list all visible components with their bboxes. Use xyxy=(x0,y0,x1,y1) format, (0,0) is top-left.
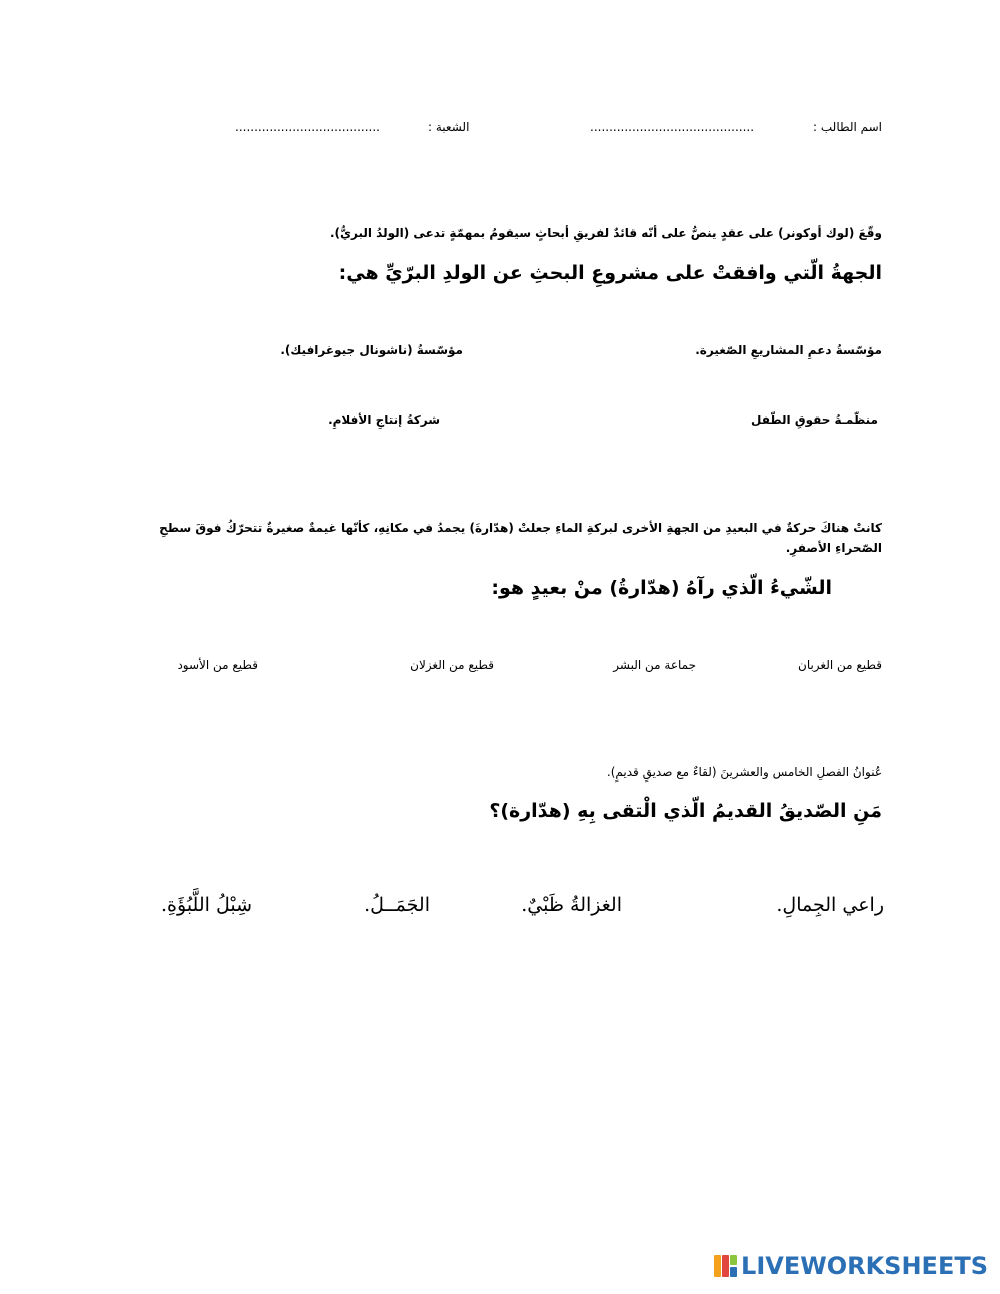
q2-question: الشّيءُ الّذي رآهُ (هدّارةُ) منْ بعيدٍ هو: xyxy=(491,577,832,599)
q1-option-1[interactable]: مؤسّسةُ دعمِ المشاريعِ الصّغيرة. xyxy=(695,343,882,357)
section-label: الشعبة : xyxy=(428,120,470,134)
q1-option-3[interactable]: منظّمـةُ حقوقِ الطّفل xyxy=(751,413,878,427)
student-name-label: اسم الطالب : xyxy=(813,120,882,134)
q1-option-2[interactable]: مؤسّسةُ (ناشونال جيوغرافيك). xyxy=(280,343,463,357)
liveworksheets-logo-text: LIVEWORKSHEETS xyxy=(741,1252,988,1280)
q2-option-3[interactable]: قطيع من الغزلان xyxy=(410,658,494,672)
q3-option-4[interactable]: شِبْلُ اللَّبُؤَةِ. xyxy=(161,894,252,916)
q2-option-4[interactable]: قطيع من الأسود xyxy=(177,658,258,672)
q1-question: الجهةُ الّتي وافقتْ على مشروعِ البحثِ عن الولدِ البرّيِّ هي: xyxy=(338,262,882,284)
section-field[interactable]: ...................................... xyxy=(235,120,380,134)
liveworksheets-logo xyxy=(713,1252,988,1280)
q3-question: مَنِ الصّديقُ القديمُ الّذي الْتقى بِهِ (هدّارة)؟ xyxy=(489,800,882,822)
q1-option-4[interactable]: شركةُ إنتاجِ الأفلامِ. xyxy=(328,413,440,427)
liveworksheets-logo-icon xyxy=(713,1253,739,1279)
q3-option-1[interactable]: راعي الجِمالِ. xyxy=(776,894,884,916)
q2-context: كانتْ هناكَ حركةٌ في البعيدِ من الجهةِ الأخرى لبركةِ الماءِ جعلتْ (هدّارةَ) يجمدُ في مكانِهِ، كأنّها غيمةٌ صغيرةٌ تتحرّكُ فوقَ سطحِ الصّحراءِ الأصفرِ. xyxy=(159,521,882,555)
q1-context: وقّعَ (لوك أوكونر) على عقدٍ ينصُّ على أنّه قائدٌ لفريقِ أبحاثٍ سيقومُ بمهمّةٍ تدعى (الولدُ البريُّ). xyxy=(329,226,882,240)
q3-option-3[interactable]: الجَمَــلُ. xyxy=(364,894,430,916)
q2-option-2[interactable]: جماعة من البشر xyxy=(613,658,696,672)
q2-option-1[interactable]: قطيع من الغربان xyxy=(798,658,882,672)
q3-context: عُنوانُ الفصلِ الخامس والعشرينَ (لقاءٌ مع صديقٍ قديمٍ). xyxy=(606,765,882,779)
student-name-field[interactable]: ........................................... xyxy=(590,120,755,134)
q3-option-2[interactable]: الغزالةُ ظَبْيٌ. xyxy=(521,894,622,916)
